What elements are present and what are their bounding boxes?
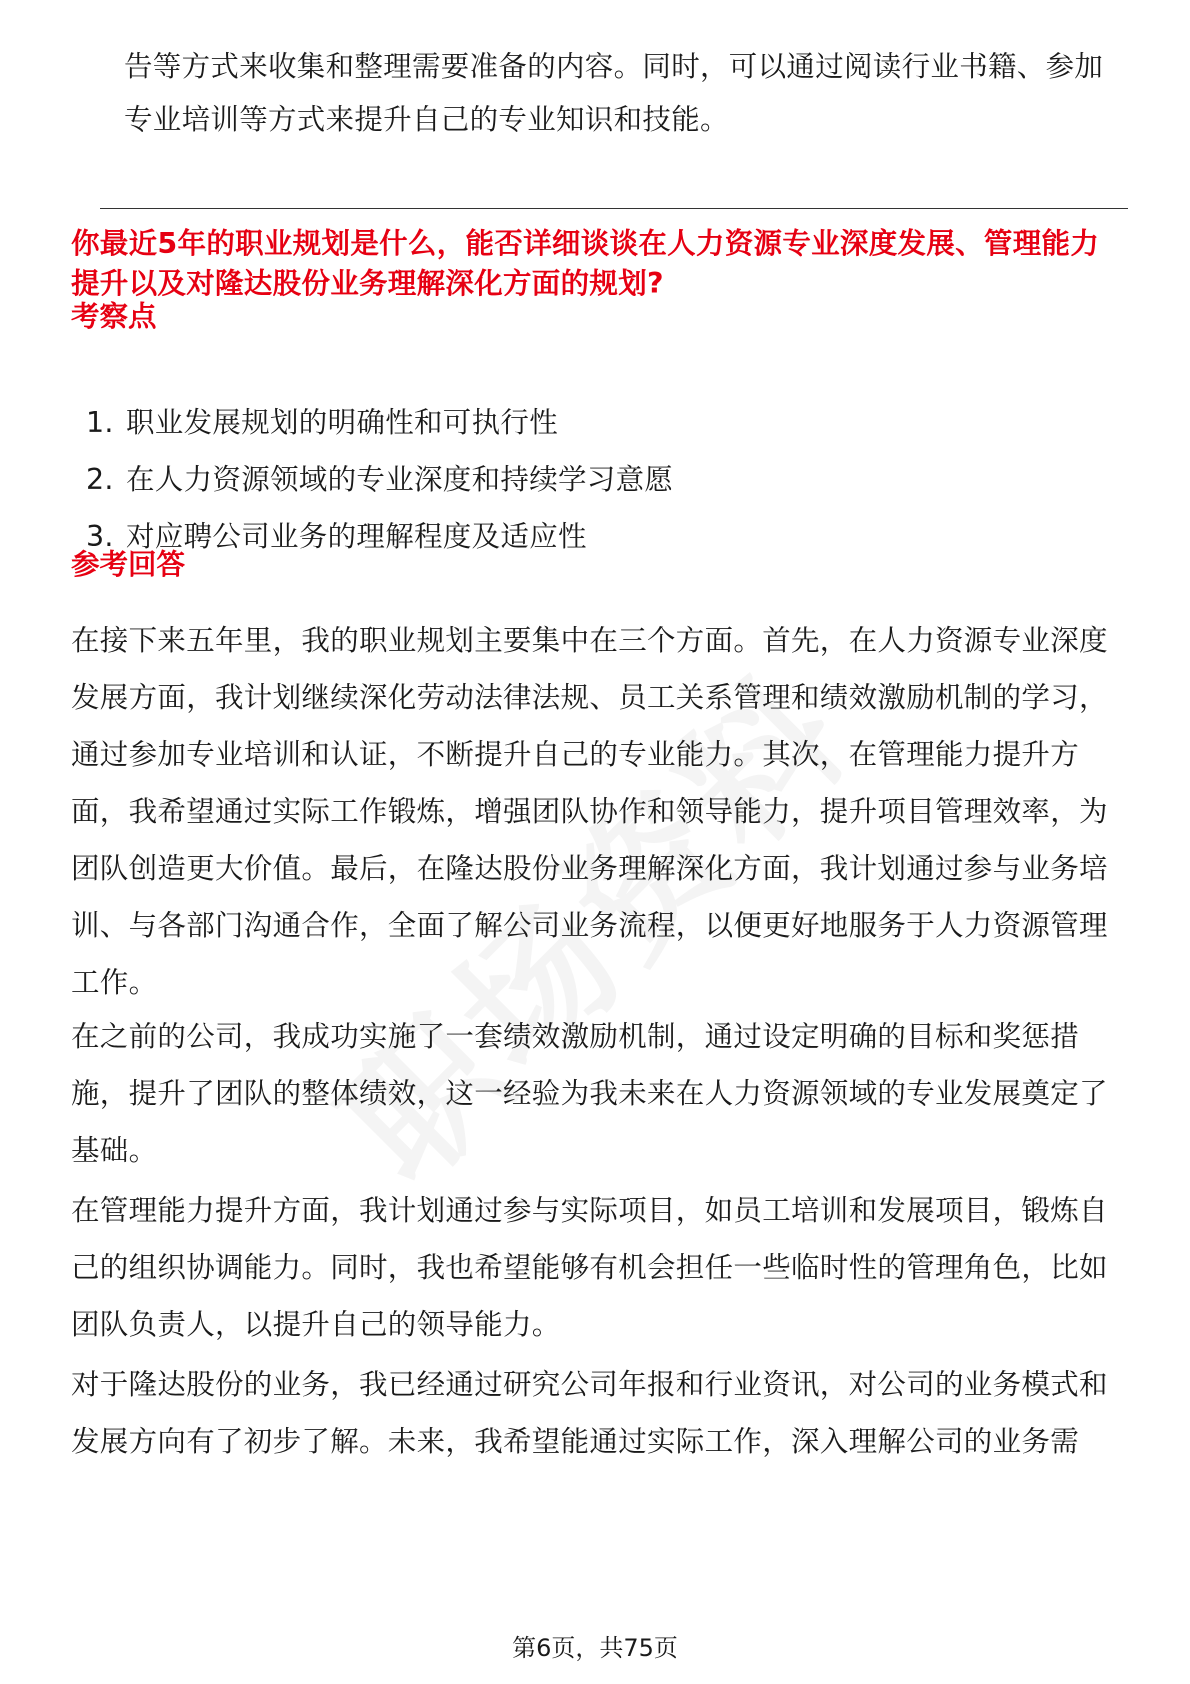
intro-line-2: 专业培训等方式来提升自己的专业知识和技能。 [124,103,729,136]
section-divider [100,208,1128,209]
list-item [86,394,673,451]
list-item-number: 2. [86,463,114,496]
list-item-text: 在人力资源领域的专业深度和持续学习意愿 [126,463,674,496]
key-points-list [86,394,673,565]
list-item-number: 3. [86,520,114,553]
answer-paragraph-3: 在管理能力提升方面，我计划通过参与实际项目，如员工培训和发展项目，锻炼自己的组织协调能力。同时，我也希望能够有机会担任一些临时性的管理角色，比如团队负责人，以提升自己的领导能力。 [71,1194,1108,1341]
answer-heading: 参考回答 [71,548,186,581]
page-number: 第6页，共75页 [512,1634,678,1662]
list-item-text: 职业发展规划的明确性和可执行性 [126,406,559,439]
key-points-heading: 考察点 [71,300,157,333]
list-item [86,451,673,508]
answer-paragraph-1: 在接下来五年里，我的职业规划主要集中在三个方面。首先，在人力资源专业深度发展方面，我计划继续深化劳动法律法规、员工关系管理和绩效激励机制的学习，通过参加专业培训和认证，不断提升自己的专业能力。其次，在管理能力提升方面，我希望通过实际工作锻炼，增强团队协作和领导能力，提升项目管理效率，为团队创造更大价值。最后，在隆达股份业务理解深化方面，我计划通过参与业务培训、与各部门沟通合作，全面了解公司业务流程，以便更好地服务于人力资源管理工作。 [71,624,1108,999]
list-item-number: 1. [86,406,114,439]
answer-paragraph-2: 在之前的公司，我成功实施了一套绩效激励机制，通过设定明确的目标和奖惩措施，提升了团队的整体绩效，这一经验为我未来在人力资源领域的专业发展奠定了基础。 [71,1020,1108,1167]
list-item-text: 对应聘公司业务的理解程度及适应性 [126,520,587,553]
question-title: 你最近5年的职业规划是什么，能否详细谈谈在人力资源专业深度发展、管理能力提升以及对隆达股份业务理解深化方面的规划? [71,227,1100,300]
intro-line-1: 告等方式来收集和整理需要准备的内容。同时，可以通过阅读行业书籍、参加 [124,50,1104,83]
answer-paragraph-4: 对于隆达股份的业务，我已经通过研究公司年报和行业资讯，对公司的业务模式和发展方向有了初步了解。未来，我希望能通过实际工作，深入理解公司的业务需 [71,1368,1108,1458]
